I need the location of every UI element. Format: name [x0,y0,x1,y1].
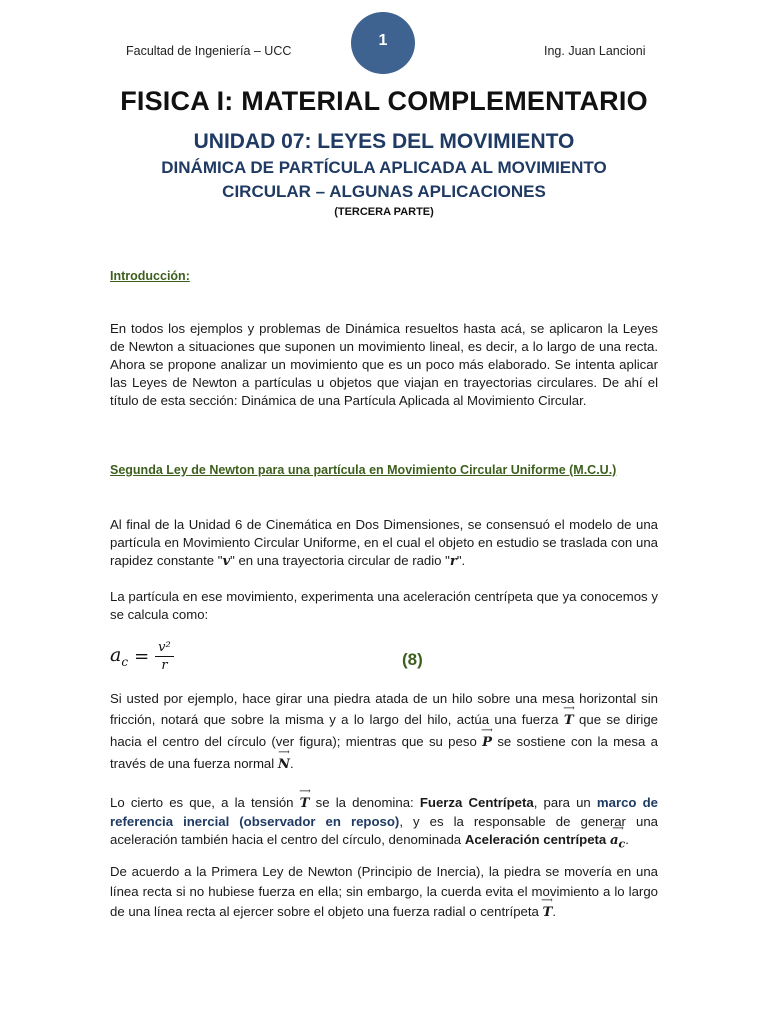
formula-denominator: r [161,658,168,673]
vector-ac-sub: c [618,837,626,851]
subtitle-line-2: CIRCULAR – ALGUNAS APLICACIONES [222,182,546,201]
paragraph-centripetal-force [110,794,658,854]
paragraph-centripetal: La partícula en ese movimiento, experimenta una aceleración centrípeta que ya conocemos y se calcula como: [110,589,658,622]
var-v: v [222,554,231,569]
page-number-badge: 1 [351,12,415,74]
formula-centripetal-acceleration [110,640,174,673]
unit-title: UNIDAD 07: LEYES DEL MOVIMIENTO [193,130,575,153]
header-faculty: Facultad de Ingeniería – UCC [126,44,292,58]
subtitle-line-1: DINÁMICA DE PARTÍCULA APLICADA AL MOVIMIENTO [161,158,607,177]
formula-lhs [110,644,128,669]
term-centripetal-acceleration: Aceleración centrípeta [464,832,607,847]
text: . [552,904,557,919]
equation-number: (8) [402,650,423,669]
text: Lo cierto es que, a la tensión [110,795,300,810]
vector-T: ⟶ T [300,795,310,813]
text: que se dirige hacia el centro del círculo (ver figura); mientras que su peso [110,712,658,749]
text: , y es la responsable de generar una aceleración también hacia el centro del círculo, denominada [110,814,658,847]
var-r: r [449,554,457,569]
vector-T: ⟶ T [543,903,553,923]
document-title: FISICA I: MATERIAL COMPLEMENTARIO [120,86,648,116]
text: De acuerdo a la Primera Ley de Newton (Principio de Inercia), la piedra se movería en una línea recta si no hubiese fuerza en ella; sin embargo, la cuerda evita el movimiento a lo largo de una línea recta al ejercer sobre el objeto una fuerza radial o centrípeta [110,864,658,919]
formula-a: a [110,644,122,667]
formula-fraction [155,640,174,673]
paragraph-intro: En todos los ejemplos y problemas de Dinámica resueltos hasta acá, se aplicaron la Leyes de Newton a situaciones que suponen un movimiento lineal, es decir, a lo largo de una recta. Ahora se propone analizar un movimiento que es un poco más elaborado. Se intenta aplicar las Leyes de Newton a partículas u objetos que viajan en trayectorias circulares. De ahí el título de esta sección: Dinámica de una Partícula Aplicada al Movimiento Circular. [110,321,658,408]
text: . [625,832,629,847]
text: ". [456,553,466,568]
text: Si usted por ejemplo, hace girar una piedra atada de un hilo sobre una mesa horizontal sin fricción, notará que sobre la misma y a lo largo del hilo, actúa una fuerza [110,691,658,727]
text: . [289,756,294,771]
text: , para un [533,795,597,810]
text: " en una trayectoria circular de radio " [230,553,450,568]
paragraph-mcu-model [110,516,658,571]
vector-ac-base: a [609,833,619,848]
formula-numerator: v² [155,640,174,657]
formula-equals: = [134,646,150,667]
text: se la denomina: [309,795,420,810]
vector-P: ⟶ P [482,732,492,753]
vector-N: ⟶ N [278,754,290,775]
paragraph-inertia [110,862,658,923]
text: Al final de la Unidad 6 de Cinemática en Dos Dimensiones, se consensuó el modelo de una partícula en Movimiento Circular Uniforme, en el cual el objeto en estudio se traslada con una rapidez constante " [110,517,658,568]
header-author: Ing. Juan Lancioni [544,44,646,58]
section-heading-newton: Segunda Ley de Newton para una partícula en Movimiento Circular Uniforme (M.C.U.) [110,463,617,477]
paragraph-stone-example [110,688,658,775]
text: se sostiene con la mesa a través de una fuerza normal [110,734,658,771]
vector-T: ⟶ T [564,710,574,731]
formula-a-sub: c [121,654,129,669]
part-label: (TERCERA PARTE) [334,206,434,218]
section-heading-intro: Introducción: [110,269,190,283]
term-inertial-frame: marco de referencia inercial (observador en reposo) [110,795,659,829]
vector-ac [610,832,625,854]
term-centripetal-force: Fuerza Centrípeta [419,795,534,810]
